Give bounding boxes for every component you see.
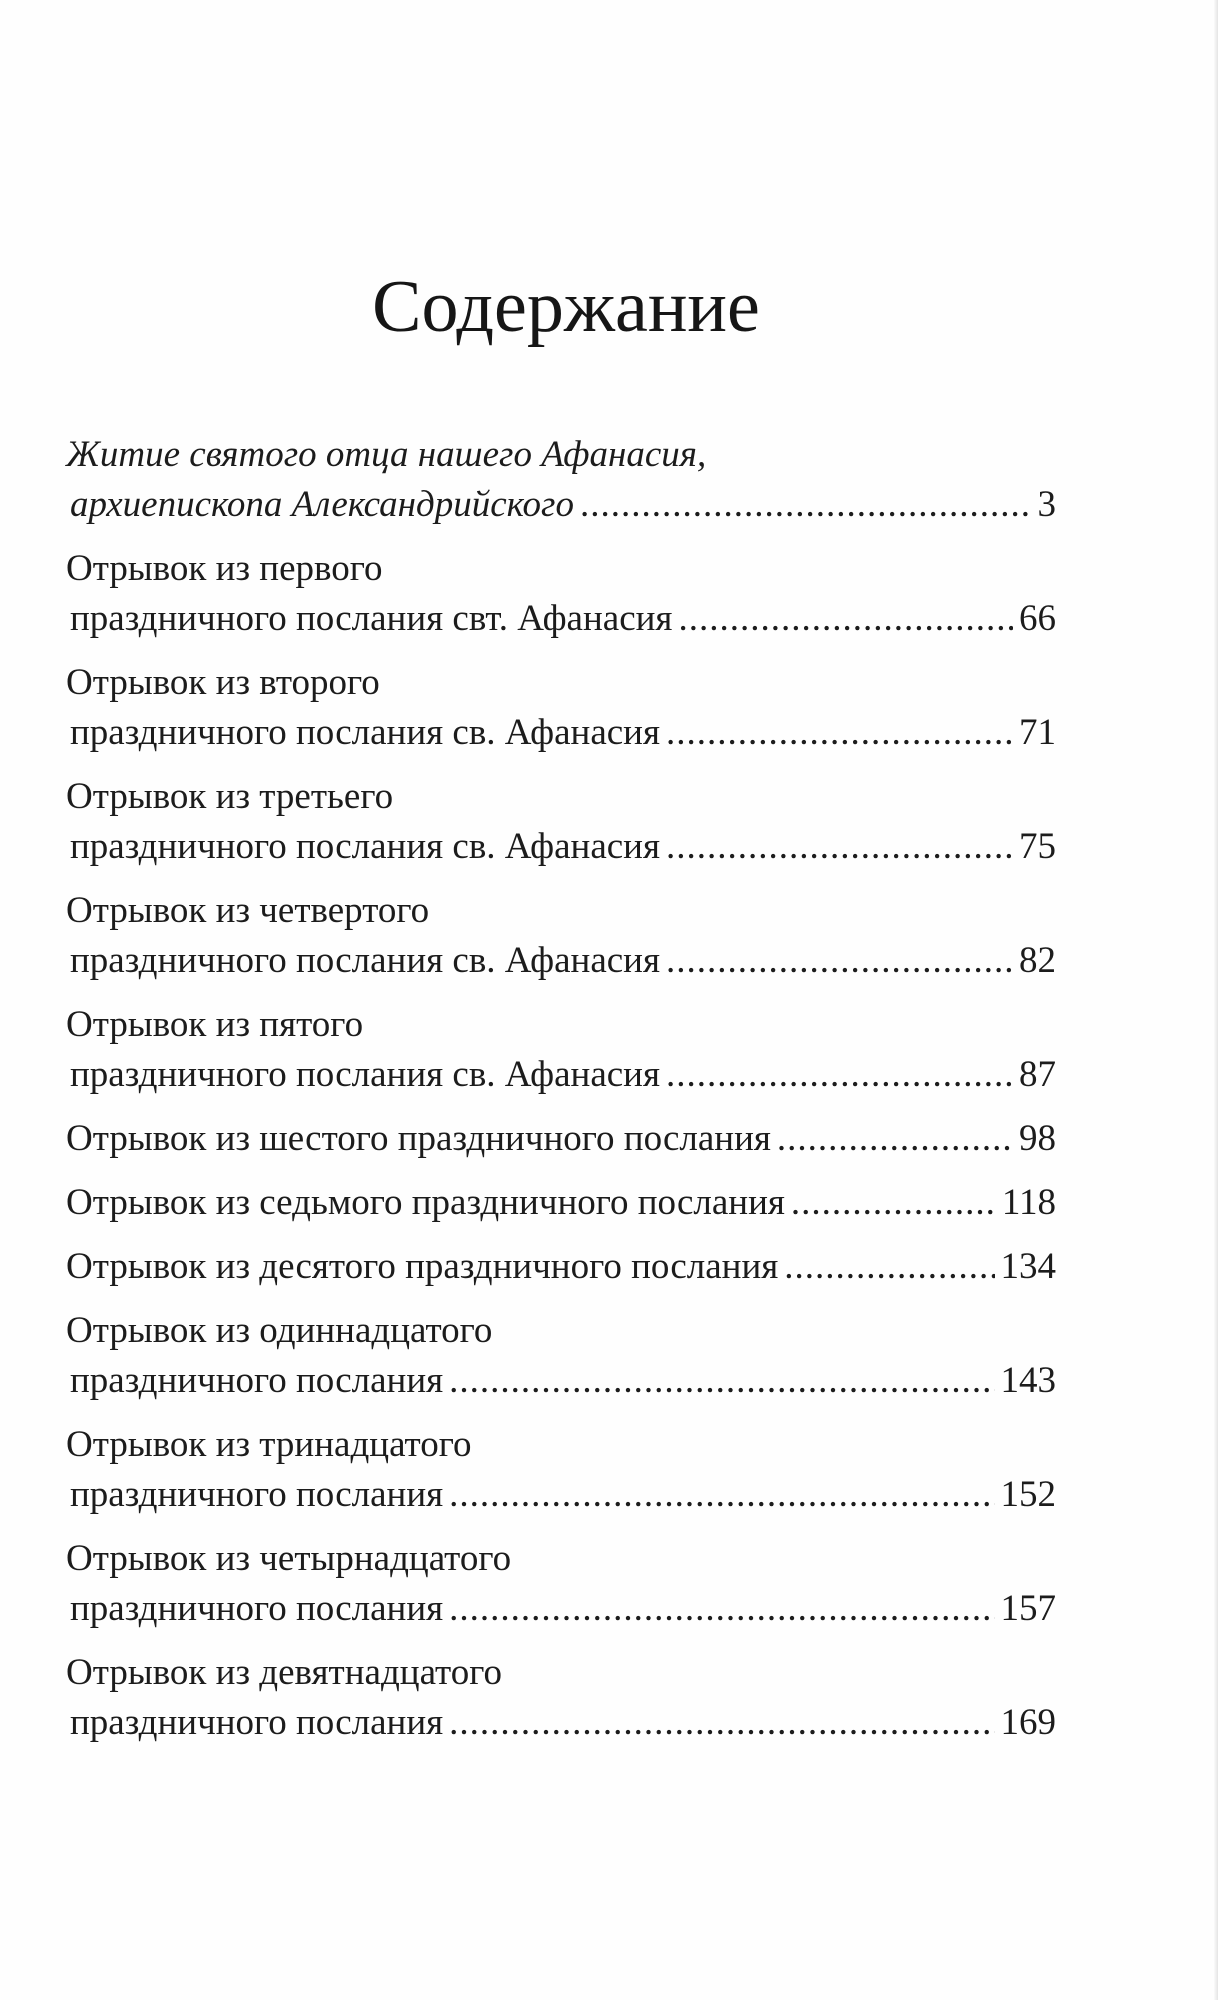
toc-page-number: 157: [1000, 1588, 1056, 1629]
dot-leader: [777, 1114, 1013, 1164]
toc-entry-line: [66, 1584, 1056, 1634]
toc-entry-title: Отрывок из седьмого праздничного послания: [66, 1182, 785, 1223]
dot-leader: [666, 708, 1013, 758]
toc-page-number: 98: [1019, 1118, 1056, 1159]
toc-entry[interactable]: [66, 1178, 1056, 1228]
toc-entry-title: Отрывок из первого: [66, 548, 383, 589]
toc-entry-line: [66, 772, 1056, 822]
dot-leader: [666, 936, 1013, 986]
toc-entry-title: праздничного послания: [70, 1474, 444, 1515]
toc-entry-title: праздничного послания св. Афанасия: [70, 1054, 660, 1095]
dot-leader: [449, 1356, 994, 1406]
toc-entry[interactable]: [66, 430, 1056, 530]
page-title: Содержание: [372, 266, 760, 348]
toc-page-number: 87: [1019, 1054, 1056, 1095]
dot-leader: [666, 1050, 1013, 1100]
toc-entry-line: [66, 1470, 1056, 1520]
toc-entry-title: архиепископа Александрийского: [70, 484, 574, 525]
toc-page-number: 71: [1019, 712, 1056, 753]
toc-entry[interactable]: [66, 1306, 1056, 1406]
toc-entry-line: [66, 1356, 1056, 1406]
dot-leader: [791, 1178, 996, 1228]
toc-entry-title: Отрывок из тринадцатого: [66, 1424, 472, 1465]
toc-entry-title: праздничного послания св. Афанасия: [70, 712, 660, 753]
toc-page-number: 152: [1000, 1474, 1056, 1515]
toc-entry-line: [66, 1114, 1056, 1164]
toc-entry-title: праздничного послания св. Афанасия: [70, 826, 660, 867]
dot-leader: [449, 1698, 994, 1748]
toc-entry-line: [66, 430, 1056, 480]
toc-entry-title: Отрывок из десятого праздничного послания: [66, 1246, 779, 1287]
toc-entry[interactable]: [66, 1420, 1056, 1520]
toc-entry-title: Отрывок из девятнадцатого: [66, 1652, 502, 1693]
page-edge: [1214, 0, 1218, 2000]
toc-page-number: 75: [1019, 826, 1056, 867]
toc-page-number: 143: [1000, 1360, 1056, 1401]
toc-entry-title: праздничного послания: [70, 1360, 444, 1401]
toc-entry-title: Отрывок из четвертого: [66, 890, 430, 931]
toc-entry-line: [66, 594, 1056, 644]
toc-entry-title: Отрывок из пятого: [66, 1004, 364, 1045]
toc-entry[interactable]: [66, 544, 1056, 644]
toc-entry-title: Отрывок из четырнадцатого: [66, 1538, 512, 1579]
toc-page-number: 134: [1000, 1246, 1056, 1287]
toc-entry-title: Отрывок из третьего: [66, 776, 394, 817]
dot-leader: [678, 594, 1013, 644]
dot-leader: [449, 1584, 994, 1634]
toc-entry-line: [66, 708, 1056, 758]
toc-entry-line: [66, 1178, 1056, 1228]
toc-entry-line: [66, 1306, 1056, 1356]
toc-entry-line: [66, 1050, 1056, 1100]
toc-entry-title: праздничного послания свт. Афанасия: [70, 598, 673, 639]
toc-entry-line: [66, 1000, 1056, 1050]
toc-page-number: 169: [1000, 1702, 1056, 1743]
toc-entry-line: [66, 1420, 1056, 1470]
toc-entry[interactable]: [66, 1534, 1056, 1634]
dot-leader: [784, 1242, 994, 1292]
toc-page-number: 82: [1019, 940, 1056, 981]
toc-entry-line: [66, 822, 1056, 872]
toc-page-number: 3: [1037, 484, 1056, 525]
toc-entry[interactable]: [66, 1114, 1056, 1164]
dot-leader: [449, 1470, 994, 1520]
toc-page-number: 118: [1001, 1182, 1056, 1223]
toc-entry-line: [66, 1698, 1056, 1748]
toc-entry-line: [66, 658, 1056, 708]
toc-entry-title: праздничного послания: [70, 1588, 444, 1629]
toc-entry-line: [66, 936, 1056, 986]
toc-entry-line: [66, 1242, 1056, 1292]
table-of-contents: [66, 430, 1056, 1762]
toc-entry-line: [66, 544, 1056, 594]
toc-entry[interactable]: [66, 1648, 1056, 1748]
dot-leader: [666, 822, 1013, 872]
toc-entry-title: Житие святого отца нашего Афанасия,: [66, 434, 707, 475]
toc-entry-title: Отрывок из шестого праздничного послания: [66, 1118, 771, 1159]
toc-entry-line: [66, 1534, 1056, 1584]
toc-entry[interactable]: [66, 1000, 1056, 1100]
toc-entry-line: [66, 1648, 1056, 1698]
toc-entry-title: Отрывок из одиннадцатого: [66, 1310, 493, 1351]
dot-leader: [580, 480, 1032, 530]
toc-entry-title: праздничного послания: [70, 1702, 444, 1743]
toc-entry[interactable]: [66, 886, 1056, 986]
toc-entry-line: [66, 886, 1056, 936]
toc-page-number: 66: [1019, 598, 1056, 639]
toc-entry-title: Отрывок из второго: [66, 662, 380, 703]
toc-entry-line: [66, 480, 1056, 530]
toc-entry[interactable]: [66, 658, 1056, 758]
toc-entry[interactable]: [66, 772, 1056, 872]
toc-entry[interactable]: [66, 1242, 1056, 1292]
toc-entry-title: праздничного послания св. Афанасия: [70, 940, 660, 981]
